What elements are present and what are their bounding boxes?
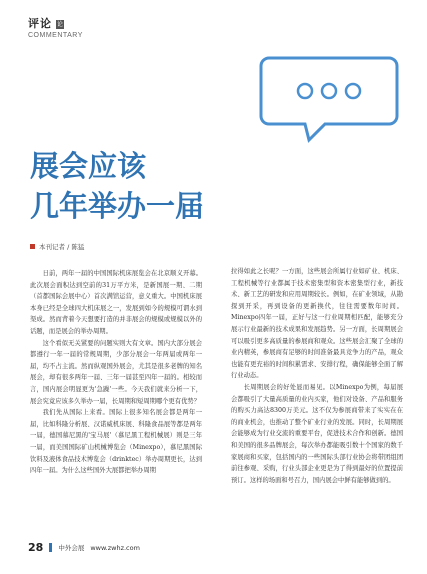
title-line-1: 展会应该 [30,149,147,183]
section-header [28,12,83,39]
speech-bubble-icon [255,52,403,148]
body-column-1 [30,268,202,477]
section-icon: 论 [56,21,63,28]
byline-text: 本刊记者 / 陈猛 [39,243,85,251]
paragraph: 日前，两年一届的中国国际机床展览会在北京顺义开幕。此次展会面积达到空前的31万平方米，是新国展一期、二期（首都国际会展中心）首次满馆运营，意义重大。中国机床展本身已经是全球四大机床展之一，发展到如今的规模可谓水到渠成。然而背着今天想要打造的并非展会的规模或规模以外的话题，而是展会的举办周期。 [30,270,202,335]
author-icon [30,244,35,249]
paragraph: 这个看似无关紧要的问题实则大有文章。国内大部分展会都遵行一年一届的常规周期，少部分展会一年两届或两年一届，均不占主流。然而纵观国外展会，尤其是很多老牌的知名展会，却有很多两年一届、三年一届甚至四年一届的。相较而言，国内展会明显更为'急躁'一些。今天我们就来分析一下，展会究竟应该多久举办一届，长周期和短周期哪个更有优势？ [30,339,202,405]
title-line-2: 几年举办一届 [30,189,205,223]
byline [30,242,84,251]
section-label: 评论 [28,17,52,30]
magazine-name: 中外会展 [58,544,85,552]
page-footer [28,541,140,554]
footer-divider [49,543,52,552]
body-column-2 [231,266,403,486]
article-title [30,146,204,226]
paragraph: 拉得如此之长呢？一方面，这些展会所属行业如矿业、机床、工程机械等行业都属于技术密集型和资本密集型行业，新技术、新工艺的研发和应用周期较长。例如，在矿业领域，从勘探到开采，再到设备的更新换代，往往需要数年时间。Minexpo四年一届，正好与这一行业周期相匹配，能够充分展示行业最新的技术成果和发展趋势。另一方面，长周期展会可以吸引更多高质量的参展商和观众。这些展会汇聚了全球的业内精英，参展商有足够的时间准备最具竞争力的产品，观众也能有更充裕的时间积累需求、安排行程，确保能够全面了解行业动态。 [231,268,403,380]
paragraph: 我们先从国际上来看。国际上很多知名展会都是两年一届，比如科隆分析展、汉诺威机床展、科隆食品展等都是两年一届，德国慕尼黑的'宝马展'（慕尼黑工程机械展）则是三年一届，而美国国际矿山机械博览会（Minexpo），慕尼黑国际饮料及液体食品技术博览会（drinktec）举办周期更长，达到四年一届。为什么这些国外大展都把举办周期 [30,409,202,475]
paragraph: 长周期展会的好处显而易见。以Minexpo为例，每届展会都吸引了大量高质量的业内买家，他们对设备、产品和服务的购买力高达8300万美元。这不仅为参展商带来了实实在在的商业机会，也推动了整个矿业行业的发展。同时，长周期展会能够成为行业交流的重要平台，促进技术合作和创新。德国和美国的很多品牌展会，每次举办都能吸引数十个国家的数千家展商和买家，包括国内的一些国际头部行业协会将带团组团前往参观、采购，行业头部企业更是为了得到最好的位置提前预订。这样的场面和号召力，国内展会中鲜有能够做到的。 [231,383,403,484]
magazine-url: www.zwhz.com [90,543,140,552]
section-label-en: COMMENTARY [28,32,83,39]
page-number: 28 [28,541,44,554]
